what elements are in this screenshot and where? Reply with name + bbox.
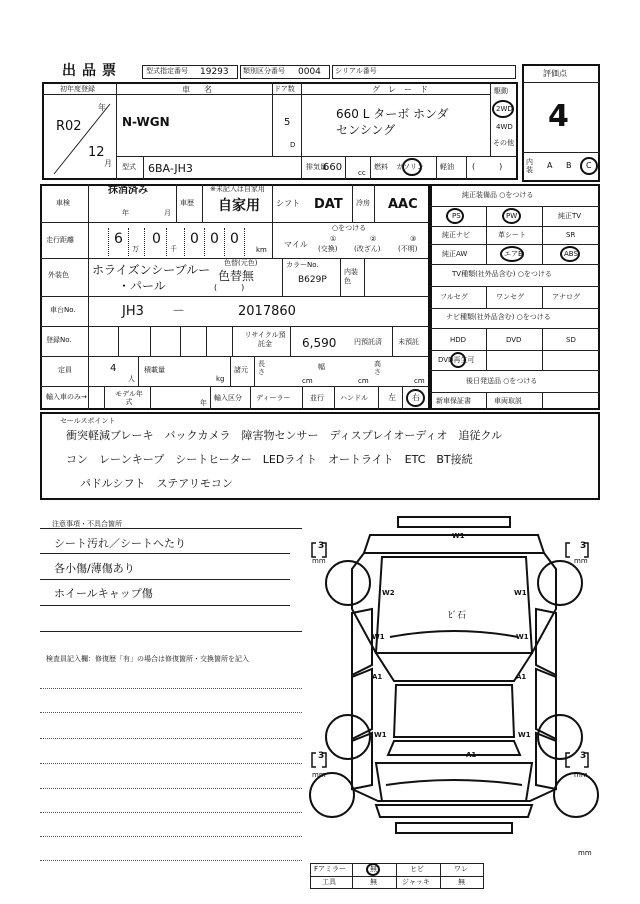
mark-left-rear-door: A1 xyxy=(372,673,383,681)
color-no-value: B629P xyxy=(298,275,327,285)
drive-2wd-circle xyxy=(492,100,514,118)
dims-length: 長さ xyxy=(258,360,265,376)
navi-dvd: DVD xyxy=(506,336,522,344)
mark-right-front-door: W1 xyxy=(516,633,529,641)
month-unit: 月 xyxy=(104,159,112,168)
sales-line-3: パドルシフト ステアリモコン xyxy=(80,477,233,490)
mark-right-rear-fender: W1 xyxy=(518,731,531,739)
drive-2wd: 2WD xyxy=(496,105,513,113)
form-title: 出品票 xyxy=(62,63,122,79)
summary-jack-value: 無 xyxy=(458,878,465,886)
mileage-digit-2: 0 xyxy=(152,231,161,247)
equip-pw: PW xyxy=(506,212,518,220)
dims-label: 諸元 xyxy=(234,366,248,374)
interior-c: C xyxy=(586,161,592,170)
mileage-man: 万 xyxy=(132,245,139,253)
tv-analog: アナログ xyxy=(552,293,580,301)
tread-unit-fr: mm xyxy=(574,557,588,565)
month-value: 12 xyxy=(88,145,105,160)
light-label: 軽油 xyxy=(440,163,454,171)
summary-mirror-label: Fアミラー xyxy=(314,865,347,873)
first-reg-label: 初年度登録 xyxy=(60,85,95,93)
dims-unit-2: cm xyxy=(358,377,369,385)
score-label: 評価点 xyxy=(543,69,567,78)
chassis-number: 2017860 xyxy=(238,304,296,319)
usage-note: ※未記入は自家用 xyxy=(210,185,265,193)
mileage-label: 走行距離 xyxy=(46,236,74,244)
tread-unit-rl: mm xyxy=(312,771,326,779)
displacement-label: 排気量 xyxy=(306,163,327,171)
grade-line2: センシング xyxy=(336,123,396,137)
load-unit: kg xyxy=(216,375,225,383)
serial-label: シリアル番号 xyxy=(335,67,377,75)
doors-value: 5 xyxy=(284,117,291,128)
score-value: 4 xyxy=(548,99,569,134)
drive-4wd: 4WD xyxy=(496,123,513,131)
reg-no-label: 登録No. xyxy=(46,336,72,344)
note-item-2: 各小傷/薄傷あり xyxy=(54,562,135,575)
equip-ps: PS xyxy=(452,212,461,220)
meter-opt3b: (不明) xyxy=(398,245,418,253)
tread-unit-bottom: mm xyxy=(578,849,592,857)
capacity-unit: 人 xyxy=(128,375,135,383)
shaken-label: 車検 xyxy=(56,199,70,207)
dims-height: 高さ xyxy=(374,360,381,376)
car-diagram xyxy=(300,505,620,900)
ac-label: 冷房 xyxy=(356,199,370,207)
meter-opt2b: (改ざん) xyxy=(354,245,381,253)
mileage-digit-5: 0 xyxy=(230,231,239,247)
tv-title: TV種類(社外品含む) ○をつける xyxy=(452,270,552,278)
year-value: R02 xyxy=(56,119,82,134)
later-title: 後日発送品 ○をつける xyxy=(466,377,538,385)
equip-navi: 純正ナビ xyxy=(442,231,470,239)
usage-value: 自家用 xyxy=(218,198,260,214)
import-dealer: ディーラー xyxy=(256,394,291,402)
meter-opt2a: ② xyxy=(370,235,377,243)
sales-line-1: 衝突軽減ブレーキ バックカメラ 障害物センサー ディスプレイオーディオ 追従クル xyxy=(66,429,503,442)
handle-label: ハンドル xyxy=(340,394,368,402)
import-label: 輸入車のみ→ xyxy=(46,393,87,401)
recycle-unpaid: 未預託 xyxy=(398,338,419,346)
mark-top: W1 xyxy=(452,532,465,540)
handle-left: 左 xyxy=(388,393,396,402)
drive-label: 駆動 xyxy=(494,87,508,95)
color-change-label: 色替(元色) xyxy=(224,259,258,267)
grade-label: グレード xyxy=(372,85,436,94)
summary-jack-label: ジャッキ xyxy=(402,878,430,886)
notes-label: 注意事項・不具合箇所 xyxy=(52,520,122,528)
equip-airbag: エアB xyxy=(504,250,523,258)
mark-right-rear-door: A1 xyxy=(516,673,527,681)
interior-label: 内装 xyxy=(526,158,533,174)
name-label: 車名 xyxy=(182,85,226,94)
note-item-3: ホイールキャップ傷 xyxy=(54,587,153,600)
navi-title: ナビ種類(社外品含む) ○をつける xyxy=(446,313,551,321)
load-label: 積載量 xyxy=(144,366,165,374)
import-parallel: 並行 xyxy=(310,394,324,402)
mark-left-front-fender: W2 xyxy=(382,589,395,597)
equip-abs: ABS xyxy=(564,250,578,258)
interior-c-circle xyxy=(580,157,598,175)
mileage-km: km xyxy=(256,246,267,254)
navi-hdd: HDD xyxy=(450,336,467,344)
meter-opt1a: ① xyxy=(330,235,337,243)
inspector-label: 検査員記入欄：修復歴「有」の場合は修復箇所・交換箇所を記入 xyxy=(46,655,249,663)
dims-width: 幅 xyxy=(318,363,325,371)
capacity-label: 定員 xyxy=(58,366,72,374)
recycle-label: リサイクル預託金 xyxy=(244,331,286,348)
equip-tv: 純正TV xyxy=(558,212,582,220)
recycle-status: 円預託済 xyxy=(354,338,382,346)
ruibetsu-label: 類別区分番号 xyxy=(243,67,285,75)
grade-line1: 660 L ターボ ホンダ xyxy=(336,107,449,121)
fuel-circle xyxy=(402,158,422,176)
year-unit: 年 xyxy=(98,103,106,112)
summary-break-label: ワレ xyxy=(454,865,468,873)
tread-front-right: 3 xyxy=(580,541,587,551)
doors-suffix: D xyxy=(290,141,296,149)
color-change-value: 色替無 xyxy=(218,269,255,283)
mark-left-rear-fender: W1 xyxy=(374,731,387,739)
meter-note: ○をつける xyxy=(332,224,367,232)
tread-rear-left: 3 xyxy=(318,751,325,761)
equip-ps-circle xyxy=(446,208,464,224)
doors-label: ドア数 xyxy=(274,85,295,93)
shift-label: シフト xyxy=(276,199,300,208)
summary-tools-value: 無 xyxy=(370,878,377,886)
dvd-label: DVD再生可 xyxy=(438,356,475,364)
light-paren: ( ) xyxy=(472,162,503,171)
capacity-value: 4 xyxy=(110,363,117,374)
color-value-1: ホライズンシーブルー xyxy=(92,263,211,277)
int-color-label: 内装色 xyxy=(344,268,358,285)
meter-opt1b: (交換) xyxy=(318,245,338,253)
model-label: 型式 xyxy=(122,163,136,171)
color-no-label: カラーNo. xyxy=(286,261,319,269)
chassis-prefix: JH3 xyxy=(122,304,144,319)
summary-mirror-circle xyxy=(366,863,380,876)
fuel-value: ガソリン xyxy=(396,163,424,171)
meter-label: マイル xyxy=(284,240,308,249)
katashiki-label: 型式指定番号 xyxy=(146,67,188,75)
mileage-digit-1: 6 xyxy=(114,231,123,247)
model-year-unit: 年 xyxy=(200,399,207,407)
interior-a: A xyxy=(547,161,553,170)
later-warranty: 新車保証書 xyxy=(436,397,471,405)
color-value-2: ・パール xyxy=(118,279,166,293)
dvd-circle xyxy=(450,352,466,368)
shaken-month: 月 xyxy=(164,209,171,217)
chassis-label: 車台No. xyxy=(50,306,76,314)
displacement-value: 660 xyxy=(323,162,343,173)
summary-crack-label: ヒビ xyxy=(410,865,424,873)
equip-abs-circle xyxy=(560,246,580,262)
equip-pw-circle xyxy=(502,208,521,224)
shift-value: DAT xyxy=(314,197,343,212)
usage-label: 車歴 xyxy=(180,199,194,207)
later-manual: 車両取説 xyxy=(494,397,522,405)
model-value: 6BA-JH3 xyxy=(148,162,193,175)
equip-sr: SR xyxy=(566,231,576,239)
mileage-sen: 千 xyxy=(170,245,177,253)
meter-opt3a: ③ xyxy=(410,235,417,243)
mileage-digit-4: 0 xyxy=(210,231,219,247)
summary-tools-label: 工具 xyxy=(322,878,336,886)
tread-front-left: 3 xyxy=(318,541,325,551)
navi-sd: SD xyxy=(566,336,576,344)
shaken-year: 年 xyxy=(122,209,129,217)
dims-unit-1: cm xyxy=(302,377,313,385)
tv-fullseg: フルセグ xyxy=(440,293,468,301)
mileage-digit-3: 0 xyxy=(190,231,199,247)
sales-line-2: コン レーンキープ シートヒーター LEDライト オートライト ETC BT接続 xyxy=(66,453,473,466)
displacement-unit: cc xyxy=(358,169,366,177)
tread-unit-fl: mm xyxy=(312,557,326,565)
handle-right: 右 xyxy=(412,393,420,402)
mark-hood: ﾋﾞ石 xyxy=(448,611,467,621)
name-value: N-WGN xyxy=(122,115,170,129)
import-type-label: 輸入区分 xyxy=(214,394,242,402)
equipment-title: 純正装備品 ○をつける xyxy=(462,191,534,199)
interior-b: B xyxy=(566,161,572,170)
tread-unit-rr: mm xyxy=(574,771,588,779)
dims-unit-3: cm xyxy=(414,377,425,385)
color-paren: ( ) xyxy=(214,283,245,292)
chassis-dash: － xyxy=(172,304,186,319)
mid-left-table xyxy=(40,184,430,410)
equip-leather: 革シート xyxy=(498,231,526,239)
mark-rear-bumper: A1 xyxy=(466,751,477,759)
katashiki-value: 19293 xyxy=(200,67,229,77)
color-label: 外装色 xyxy=(48,271,69,279)
equip-aw: 純正AW xyxy=(442,250,468,258)
fuel-label: 燃料 xyxy=(374,163,388,171)
recycle-value: 6,590 xyxy=(302,336,337,350)
drive-other: その他 xyxy=(493,139,514,147)
mark-right-front-fender: W1 xyxy=(514,589,527,597)
shaken-value: 抹消済み xyxy=(108,185,148,196)
handle-right-circle xyxy=(406,389,425,407)
ruibetsu-value: 0004 xyxy=(298,67,321,77)
sales-label: セールスポイント xyxy=(60,417,116,425)
note-item-1: シート汚れ／シートへたり xyxy=(54,537,186,550)
summary-mirror-value: 無 xyxy=(370,865,377,873)
model-year-label: モデル年式 xyxy=(115,390,143,406)
tv-oneseg: ワンセグ xyxy=(496,293,524,301)
mark-left-front-door: W1 xyxy=(372,633,385,641)
equip-airbag-circle xyxy=(500,246,524,262)
ac-value: AAC xyxy=(388,197,418,212)
tread-rear-right: 3 xyxy=(580,751,587,761)
